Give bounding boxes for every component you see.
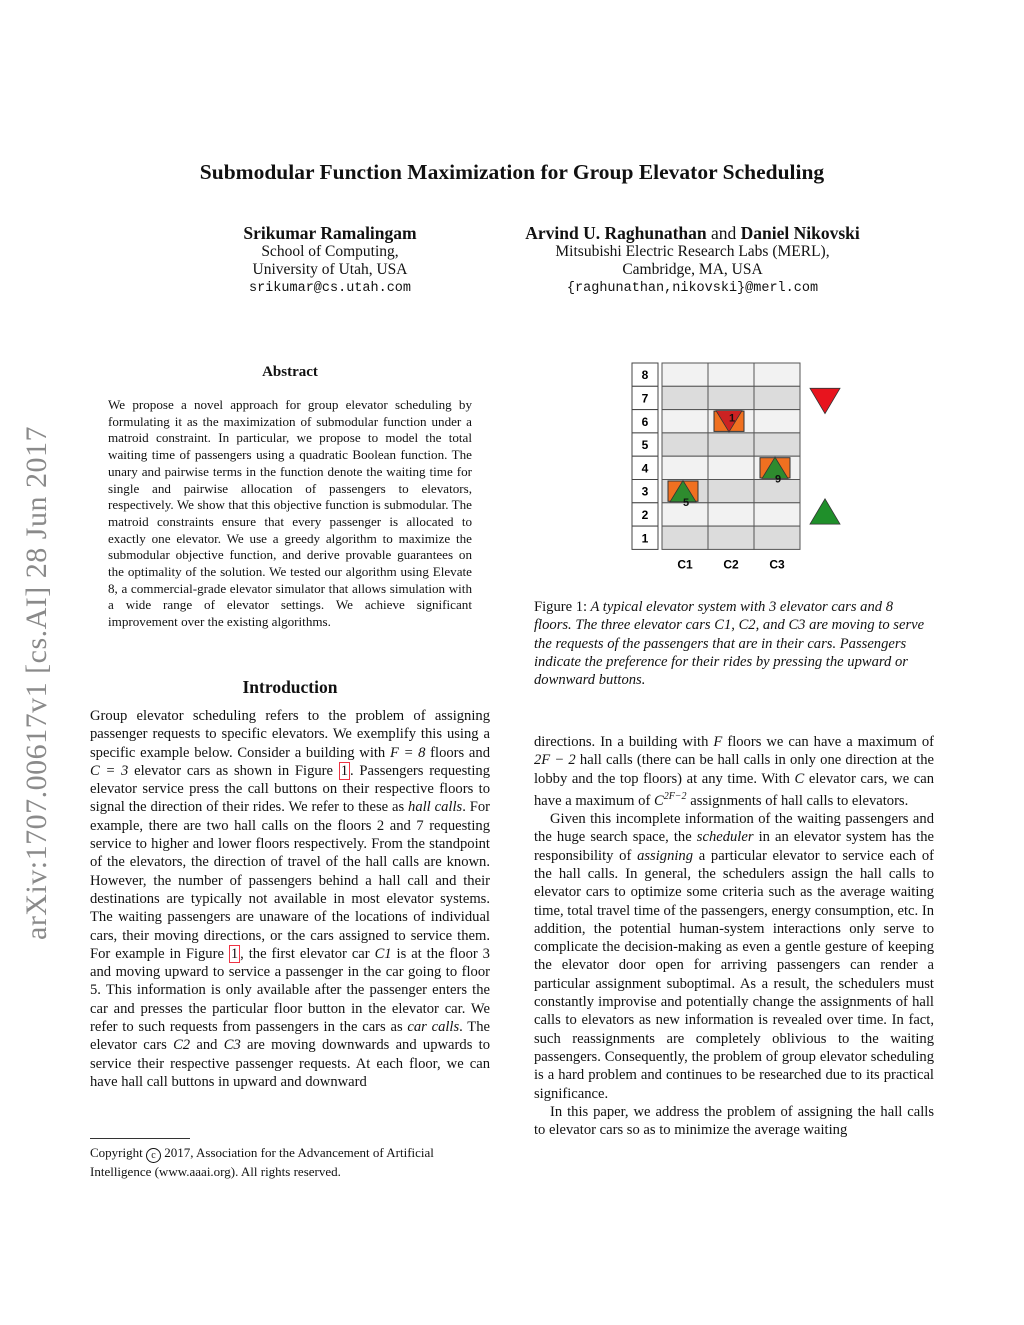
shaft-cell	[662, 433, 708, 456]
figure-elevator-system	[630, 360, 870, 575]
car-destination: 5	[682, 496, 690, 509]
intro-paragraph: Group elevator scheduling refers to the problem of assigning passenger requests to specific elevators. We exemplify this using a specific example below. Consider a building with F = 8 floors and C = 3 elevator cars as shown in Figure 1 . Passengers requesting elevator service press the call buttons on their respective floors to signal the direction of their rides. We refer to these as hall calls. For example, there are two hall calls on the floors 2 and 7 requesting service to higher and lower floors respectively. From the standpoint of the elevators, the direction of travel of the hall calls are known. However, the number of passengers behind a hall call and their destinations are typically not available in most elevator systems. The waiting passengers are unaware of the locations of individual cars, their moving directions, or the cars assigned to service them. For example in Figure 1 , the first elevator car C1 is at the floor 3 and moving upward to service a passenger in the car going to floor 5. This information is only available after the passenger enters the car and presses the particular floor button in the elevator car. We refer to such requests from passengers in the cars as car calls. The elevator cars C2 and C3 are moving downwards and upwards to service their respective passenger requests. At each floor, we can have hall call buttons in upward and downward	[90, 708, 491, 1090]
body-paragraph: In this paper, we address the problem of assigning the hall calls to elevator cars so as to minimize the average waiting	[534, 1103, 934, 1139]
author-name: Srikumar Ramalingam	[243, 223, 417, 243]
shaft-cell	[708, 526, 754, 549]
author-affiliation: University of Utah, USA	[252, 261, 408, 278]
floor-number: 6	[641, 414, 649, 429]
shaft-cell	[754, 410, 800, 433]
copyright-footnote: Copyright c 2017, Association for the Advancement of Artificial Intelligence (www.aaai.org). All rights reserved.	[90, 1145, 434, 1179]
body-paragraph: Given this incomplete information of the waiting passengers and the huge search space, the scheduler in an elevator system has the responsibility of assigning a particular elevator to service each of the hall calls. In general, the schedulers assign the hall calls to elevator cars to optimize some criteria such as the average waiting time, total travel time of the passengers, energy consumption, etc. In addition, the potential human-system interactions only serve to complicate the decision-making as even a gentle gesture of keeping the elevator door open for arriving passengers can render a particular assignment suboptimal. As a result, the schedulers must constantly improvise and potentially change the assignments of hall calls to elevators as new information is revealed over time. In fact, such reassignments are completely oblivious to the waiting passengers. Consequently, the problem of group elevator scheduling is a hard problem and continues to be researched due to its practical significance.	[534, 811, 934, 1102]
body-paragraph: directions. In a building with F floors we can have a maximum of 2F − 2 hall calls (there can be hall calls in only one direction at the lobby and the top floors) at any time. With C elevator cars, we can have a maximum of $C^{2F-2}$ assignments of hall calls to elevators.	[534, 734, 935, 809]
shaft-cell	[754, 526, 800, 549]
right-column	[534, 733, 934, 1139]
author-block-right	[480, 224, 905, 298]
floor-number: 7	[641, 391, 649, 406]
intro-column	[90, 707, 490, 1091]
author-and: and	[710, 223, 737, 243]
author-block-left	[205, 224, 455, 298]
shaft-cell	[708, 363, 754, 386]
floor-number: 2	[641, 507, 649, 522]
floor-number: 5	[641, 438, 649, 453]
car-label: C2	[723, 557, 739, 572]
hall-call-up-icon	[810, 499, 840, 524]
figure-ref-link[interactable]: 1	[230, 945, 239, 962]
shaft-cell	[754, 503, 800, 526]
elevator-diagram	[630, 360, 870, 575]
author-affiliation: Mitsubishi Electric Research Labs (MERL),	[555, 243, 830, 260]
shaft-cell	[662, 456, 708, 479]
abstract-heading: Abstract	[262, 364, 318, 380]
floor-number: 8	[641, 368, 649, 383]
author-name: Daniel Nikovski	[740, 223, 860, 243]
author-name: Arvind U. Raghunathan	[525, 223, 707, 243]
figure-caption: Figure 1: A typical elevator system with 3 elevator cars and 8 floors. The three elevator cars C1, C2, and C3 are moving to serve the requests of the passengers that are in their cars. Passengers indicate the preference for their rides by pressing the upward or downward buttons.	[534, 599, 925, 689]
arxiv-identifier: arXiv:1707.00617v1 [cs.AI] 28 Jun 2017	[20, 426, 53, 940]
shaft-cell	[754, 433, 800, 456]
car-label: C3	[769, 557, 785, 572]
shaft-cell	[662, 526, 708, 549]
shaft-cell	[708, 433, 754, 456]
shaft-cell	[708, 456, 754, 479]
car-destination: 9	[774, 473, 782, 486]
paper-title: Submodular Function Maximization for Group Elevator Scheduling	[199, 160, 825, 184]
car-destination: 1	[728, 412, 736, 425]
shaft-cell	[754, 386, 800, 409]
shaft-cell	[662, 386, 708, 409]
shaft-cell	[708, 503, 754, 526]
introduction-heading: Introduction	[242, 677, 338, 697]
floor-number: 3	[641, 484, 649, 499]
shaft-cell	[662, 410, 708, 433]
author-affiliation: School of Computing,	[261, 243, 399, 260]
shaft-cell	[662, 363, 708, 386]
author-affiliation: Cambridge, MA, USA	[622, 261, 763, 278]
floor-number: 1	[641, 531, 649, 546]
footnote-rule	[90, 1138, 190, 1139]
hall-call-down-icon	[810, 388, 840, 413]
figure-ref-link[interactable]: 1	[340, 762, 349, 779]
floor-number: 4	[641, 461, 649, 476]
copyright-symbol: c	[146, 1148, 161, 1163]
author-email: {raghunathan,nikovski}@merl.com	[566, 281, 819, 296]
shaft-cell	[754, 363, 800, 386]
car-label: C1	[677, 557, 693, 572]
shaft-cell	[708, 480, 754, 503]
shaft-cell	[708, 386, 754, 409]
author-email: srikumar@cs.utah.com	[248, 281, 412, 296]
abstract-text: We propose a novel approach for group elevator scheduling by formulating it as the maximization of submodular function under a matroid constraint. In particular, we propose to model the total waiting time of passengers using a quadratic Boolean function. The unary and pairwise terms in the function denote the waiting time for single and pairwise allocation of passengers to elevators, respectively. We show that this objective function is submodular. The matroid constraints ensure that every passenger is allocated to exactly one elevator. We use a greedy algorithm to maximize the submodular objective function, and derive provable guarantees on the optimality of the solution. We tested our algorithm using Elevate 8, a commercial-grade elevator simulator that allows simulation with a wide range of elevator settings. We achieve significant improvement over the existing algorithms.	[108, 397, 472, 630]
